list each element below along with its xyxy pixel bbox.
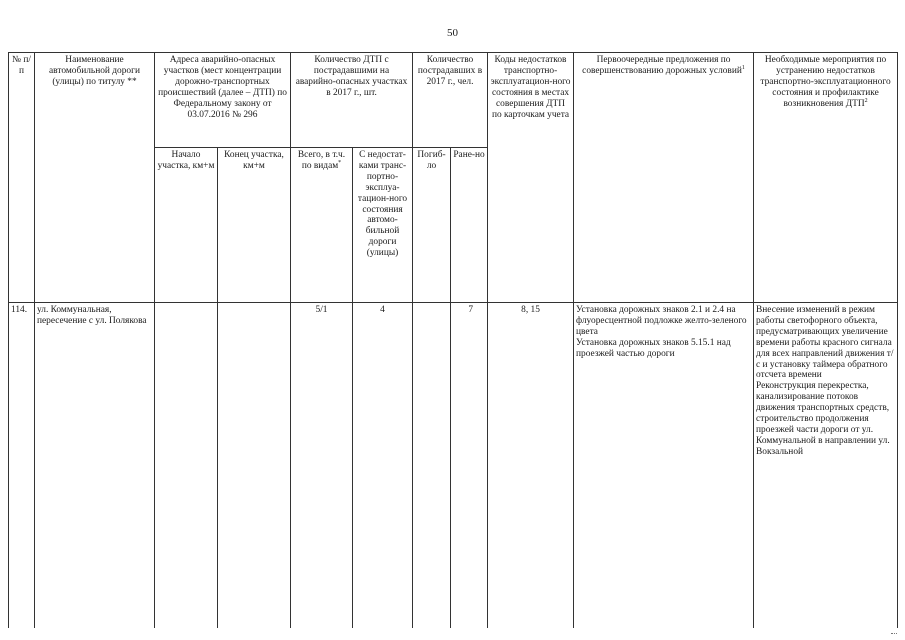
header-addr-start: Начало участка, км+м [155,148,218,303]
cell-addr-end [218,303,291,629]
header-dtp-total-text: Всего, в т.ч. по видам [297,150,346,171]
header-victims-killed: Погиб-ло [413,148,451,303]
footnote-star-mark: * [338,159,342,166]
header-road-name: Наименование автомобильной дороги (улицы) по титулу ** [35,53,155,303]
proposal-item: Установка дорожных знаков 5.15.1 над проезжей частью дороги [576,337,731,359]
header-row-1 [9,53,898,148]
scan-mark [891,629,897,634]
header-victims-injured: Ране-но [451,148,488,303]
measure-item: Реконструкция перекрестка, канализирование потоков движения транспортных средств, строительство продолжения проезжей части дороги от ул. Коммунальной в направлении ул. Вокзальной [756,381,890,457]
measure-item: Внесение изменений в режим работы светофорного объекта, предусматривающих увеличение времени работы красного сигнала для всех направлений движения т/с и установку таймера обратного отсчета времени [756,305,894,381]
cell-victims-injured: 7 [451,303,488,629]
cell-road-name: ул. Коммунальная, пересечение с ул. Полякова [35,303,155,629]
header-num: № п/п [9,53,35,303]
header-proposals [574,53,754,303]
header-addresses: Адреса аварийно-опасных участков (мест концентрации дорожно-транспортных происшествий (далее – ДТП) по Федеральному закону от 03.07.2016 № 296 [155,53,291,148]
table-row [9,303,898,629]
header-dtp-count: Количество ДТП с пострадавшими на аварийно-опасных участках в 2017 г., шт. [291,53,413,148]
header-proposals-text: Первоочередные предложения по совершенствованию дорожных условий [582,55,742,76]
header-dtp-defects: С недостат-ками транс-портно-эксплуа-тацион-ного состояния автомо-бильной дороги (улицы) [353,148,413,303]
cell-codes: 8, 15 [488,303,574,629]
header-victims: Количество пострадавших в 2017 г., чел. [413,53,488,148]
header-codes: Коды недостатков транспортно-эксплуатацион-ного состояния в местах совершения ДТП по карточкам учета [488,53,574,303]
header-measures [754,53,898,303]
footnote-1-mark: 1 [741,64,745,71]
page-number: 50 [447,27,458,39]
header-measures-text: Необходимые мероприятия по устранению недостатков транспортно-эксплуатационного состояния и профилактике возникновения ДТП [760,55,891,109]
cell-proposals [574,303,754,629]
cell-addr-start [155,303,218,629]
header-addr-end: Конец участка, км+м [218,148,291,303]
footnote-2-mark: 2 [864,97,868,104]
cell-num: 114. [9,303,35,629]
cell-measures [754,303,898,629]
road-safety-table [8,52,898,628]
cell-dtp-total: 5/1 [291,303,353,629]
cell-dtp-defects: 4 [353,303,413,629]
header-dtp-total [291,148,353,303]
cell-victims-killed [413,303,451,629]
proposal-item: Установка дорожных знаков 2.1 и 2.4 на флуоресцентной подложке желто-зеленого цвета [576,305,747,337]
